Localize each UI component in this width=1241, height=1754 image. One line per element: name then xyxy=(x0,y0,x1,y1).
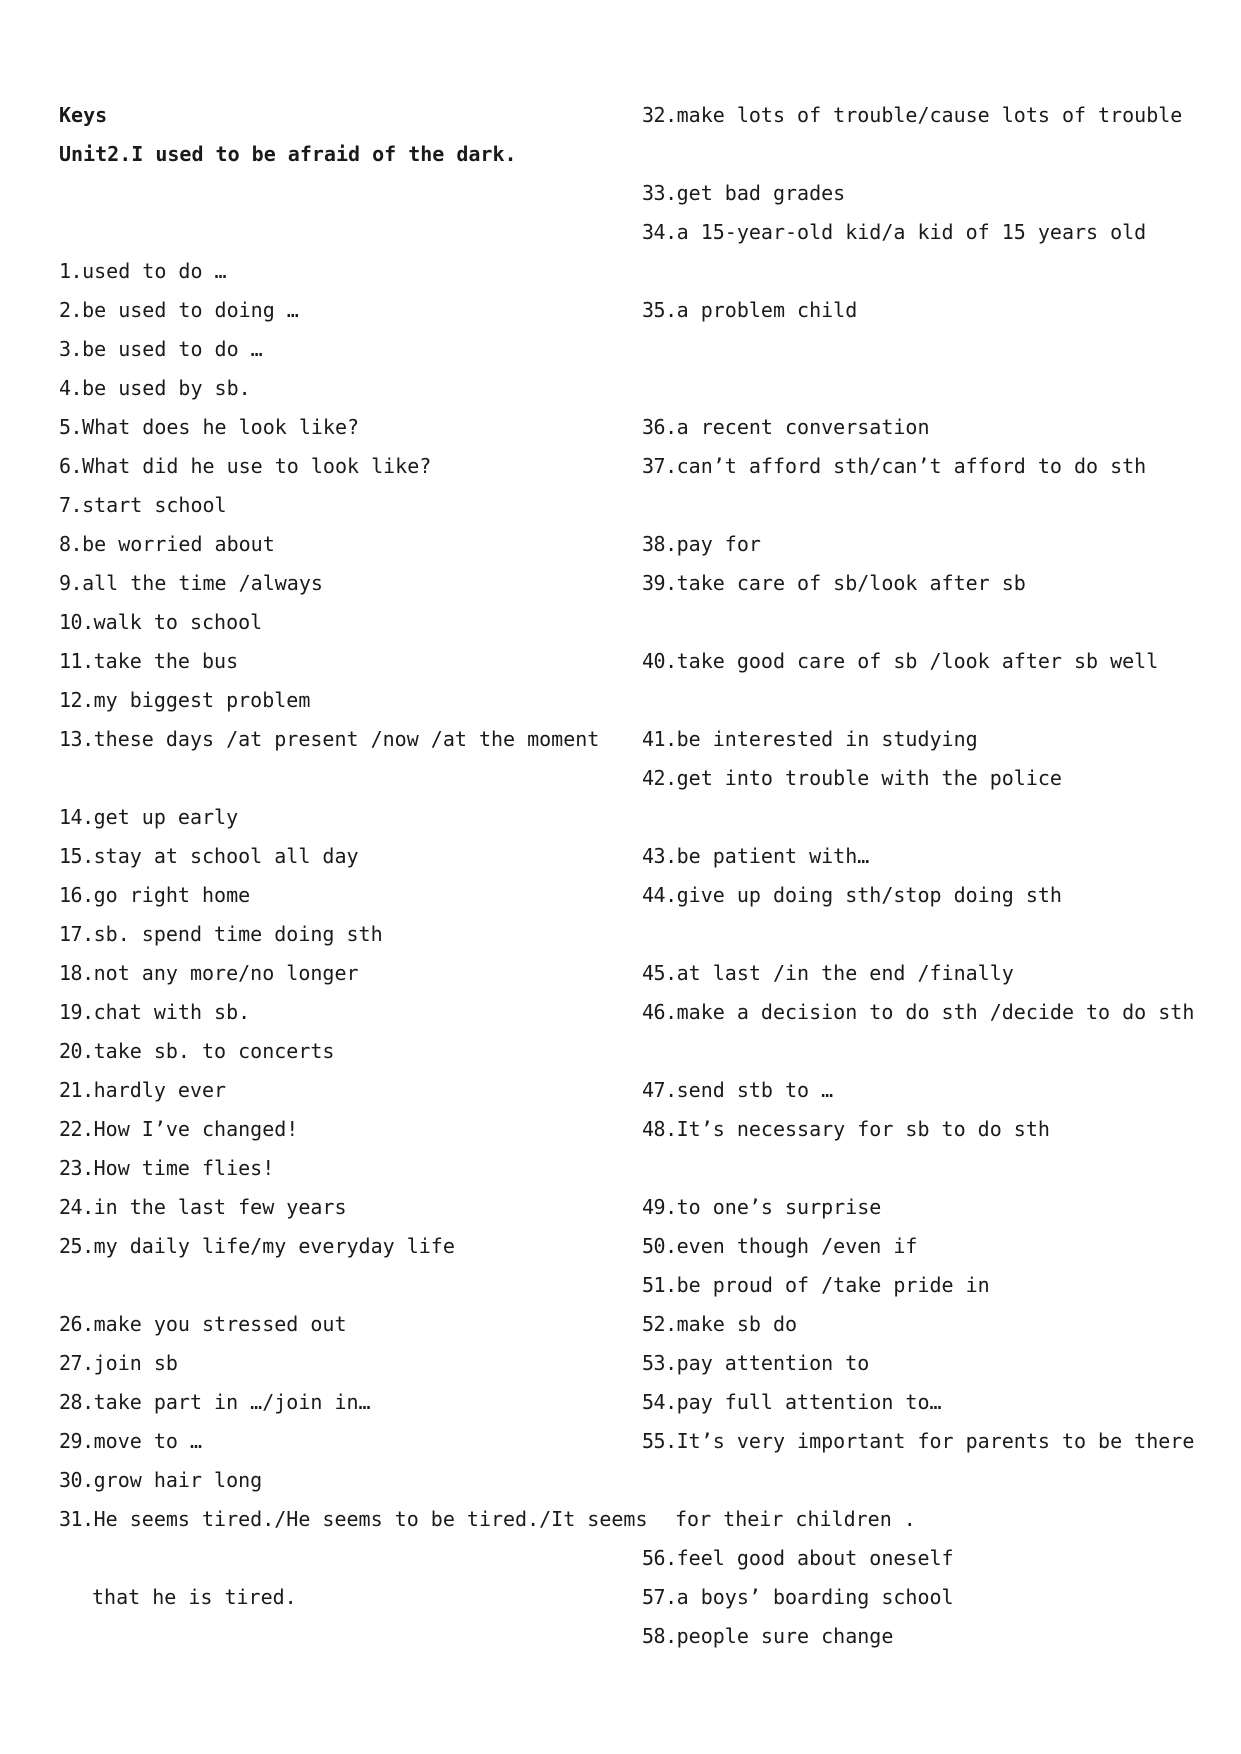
list-item: 39.take care of sb/look after sb xyxy=(642,571,1026,595)
spacer xyxy=(59,759,619,798)
list-item: 28.take part in …/join in… xyxy=(59,1390,371,1414)
list-item: 35.a problem child xyxy=(642,298,858,322)
list-item: 57.a boys’ boarding school xyxy=(642,1585,954,1609)
spacer xyxy=(642,798,1202,837)
list-item: 58.people sure change xyxy=(642,1624,894,1648)
list-item: 45.at last /in the end /finally xyxy=(642,961,1014,985)
spacer xyxy=(642,1149,1202,1188)
list-item: 14.get up early xyxy=(59,805,239,829)
list-item: 6.What did he use to look like? xyxy=(59,454,432,478)
list-item-continuation: for their children . xyxy=(675,1507,916,1531)
spacer xyxy=(642,252,1202,291)
spacer xyxy=(642,681,1202,720)
list-item: 30.grow hair long xyxy=(59,1468,263,1492)
list-item: 12.my biggest problem xyxy=(59,688,311,712)
list-item: 40.take good care of sb /look after sb well xyxy=(642,649,1159,673)
list-item: 25.my daily life/my everyday life xyxy=(59,1234,455,1258)
list-item: 56.feel good about oneself xyxy=(642,1546,954,1570)
list-item: 51.be proud of /take pride in xyxy=(642,1273,990,1297)
list-item: 50.even though /even if xyxy=(642,1234,918,1258)
list-item: 36.a recent conversation xyxy=(642,415,930,439)
spacer xyxy=(642,603,1202,642)
list-item-continuation: that he is tired. xyxy=(92,1585,297,1609)
list-item: 4.be used by sb. xyxy=(59,376,251,400)
list-item: 32.make lots of trouble/cause lots of trouble xyxy=(642,103,1183,127)
list-item: 1.used to do … xyxy=(59,259,227,283)
list-item: 42.get into trouble with the police xyxy=(642,766,1062,790)
list-item: 7.start school xyxy=(59,493,227,517)
list-item: 11.take the bus xyxy=(59,649,239,673)
spacer xyxy=(59,213,619,252)
list-item: 24.in the last few years xyxy=(59,1195,347,1219)
list-item: 47.send stb to … xyxy=(642,1078,834,1102)
list-item: 17.sb. spend time doing sth xyxy=(59,922,383,946)
spacer xyxy=(59,174,619,213)
list-item: 31.He seems tired./He seems to be tired./It seems xyxy=(59,1507,648,1531)
list-item: 34.a 15-year-old kid/a kid of 15 years old xyxy=(642,220,1147,244)
spacer xyxy=(642,135,1202,174)
spacer xyxy=(642,1032,1202,1071)
list-item: 23.How time flies! xyxy=(59,1156,275,1180)
list-item: 22.How I’ve changed! xyxy=(59,1117,299,1141)
list-item: 38.pay for xyxy=(642,532,761,556)
list-item: 54.pay full attention to… xyxy=(642,1390,942,1414)
spacer xyxy=(642,915,1202,954)
list-item: 2.be used to doing … xyxy=(59,298,299,322)
spacer xyxy=(642,369,1202,408)
list-item: 8.be worried about xyxy=(59,532,275,556)
list-item: 37.can’t afford sth/can’t afford to do sth xyxy=(642,454,1147,478)
list-item: 10.walk to school xyxy=(59,610,263,634)
document-title: Keys xyxy=(59,103,108,127)
spacer xyxy=(642,486,1202,525)
list-item: 26.make you stressed out xyxy=(59,1312,347,1336)
list-item: 27.join sb xyxy=(59,1351,178,1375)
list-item: 49.to one’s surprise xyxy=(642,1195,882,1219)
list-item: 55.It’s very important for parents to be there xyxy=(642,1429,1195,1453)
list-item: 15.stay at school all day xyxy=(59,844,359,868)
list-item: 5.What does he look like? xyxy=(59,415,360,439)
list-item: 21.hardly ever xyxy=(59,1078,227,1102)
spacer xyxy=(59,1266,619,1305)
spacer xyxy=(59,1539,619,1578)
list-item: 46.make a decision to do sth /decide to do sth xyxy=(642,1000,1195,1024)
list-item: 43.be patient with… xyxy=(642,844,870,868)
list-item: 29.move to … xyxy=(59,1429,202,1453)
left-column xyxy=(59,96,648,1617)
document-subtitle: Unit2.I used to be afraid of the dark. xyxy=(59,142,517,166)
list-item: 41.be interested in studying xyxy=(642,727,978,751)
list-item: 48.It’s necessary for sb to do sth xyxy=(642,1117,1050,1141)
list-item: 3.be used to do … xyxy=(59,337,263,361)
list-item: 18.not any more/no longer xyxy=(59,961,359,985)
list-item: 13.these days /at present /now /at the moment xyxy=(59,727,600,751)
right-column xyxy=(642,96,1202,1656)
list-item: 52.make sb do xyxy=(642,1312,798,1336)
list-item: 19.chat with sb. xyxy=(59,1000,251,1024)
list-item: 9.all the time /always xyxy=(59,571,323,595)
list-item: 33.get bad grades xyxy=(642,181,846,205)
list-item: 53.pay attention to xyxy=(642,1351,870,1375)
spacer xyxy=(642,1461,1202,1500)
spacer xyxy=(642,330,1202,369)
list-item: 20.take sb. to concerts xyxy=(59,1039,335,1063)
list-item: 44.give up doing sth/stop doing sth xyxy=(642,883,1062,907)
list-item: 16.go right home xyxy=(59,883,251,907)
